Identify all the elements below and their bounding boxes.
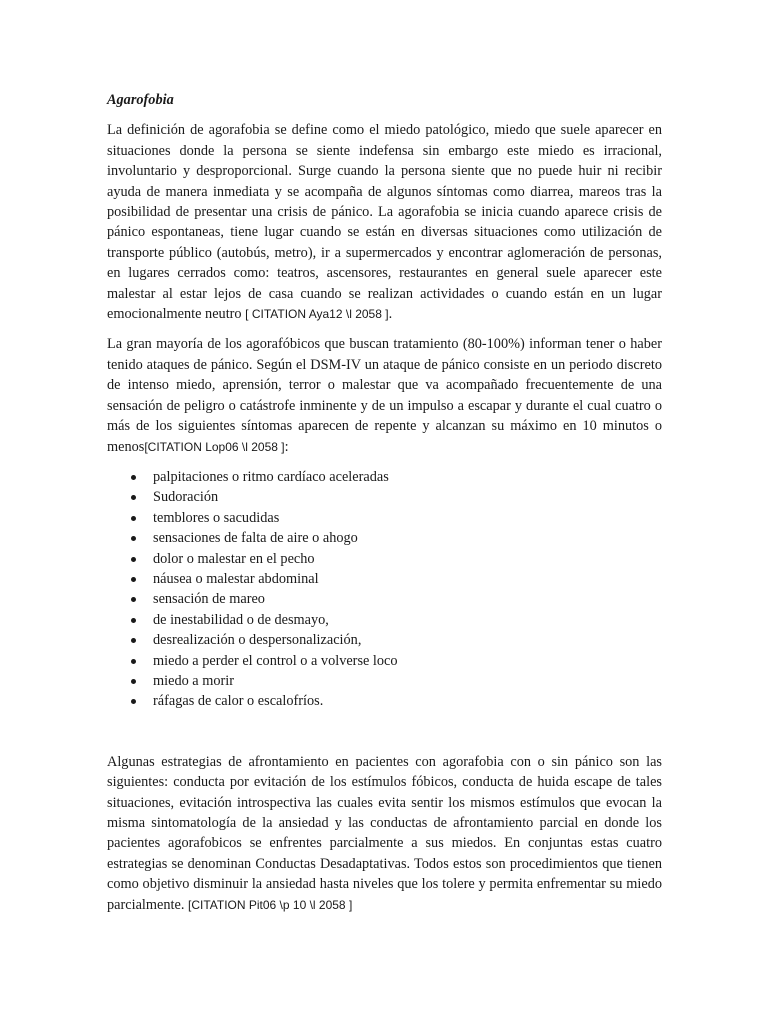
paragraph-tail: :: [284, 438, 289, 455]
list-item: temblores o sacudidas: [131, 508, 662, 528]
bullet-icon: [131, 516, 136, 521]
bullet-icon: [131, 577, 136, 582]
list-item: sensaciones de falta de aire o ahogo: [131, 528, 662, 548]
bullet-icon: [131, 618, 136, 623]
bullet-icon: [131, 638, 136, 643]
symptom-list: [107, 467, 662, 712]
bullet-icon: [131, 659, 136, 664]
bullet-icon: [131, 597, 136, 602]
list-item: Sudoración: [131, 487, 662, 507]
bullet-icon: [131, 475, 136, 480]
bullet-icon: [131, 557, 136, 562]
bullet-icon: [131, 699, 136, 704]
citation-field: [CITATION Pit06 \p 10 \l 2058 ]: [187, 897, 353, 912]
list-item: sensación de mareo: [131, 589, 662, 609]
bullet-icon: [131, 679, 136, 684]
document-page: [107, 90, 662, 925]
paragraph-text: Algunas estrategias de afrontamiento en pacientes con agorafobia con o sin pánico son las siguientes: conducta por evitación de los estímulos fóbicos, conducta de huida escape de tales situaciones, evitación introspectiva las cuales evita sentir los mismos estímulos que evocan la misma sintomatología de la ansiedad y las conductas de afrontamiento parcial en donde los pacientes agorafobicos se enfrentes parcialmente a sus miedos. En conjuntas estas cuatro estrategias se denominan Conductas Desadaptativas. Todos estos son procedimientos que tienen como objetivo disminuir la ansiedad hasta niveles que los tolere y permita enfrementar su miedo parcialmente.: [107, 753, 662, 913]
list-item: miedo a perder el control o a volverse loco: [131, 651, 662, 671]
list-item: desrealización o despersonalización,: [131, 630, 662, 650]
list-item: ráfagas de calor o escalofríos.: [131, 691, 662, 711]
document-title: Agarofobia: [107, 92, 174, 108]
list-item: de inestabilidad o de desmayo,: [131, 610, 662, 630]
paragraph-tail: .: [388, 306, 393, 323]
paragraph-definition: [107, 120, 662, 324]
list-item: dolor o malestar en el pecho: [131, 549, 662, 569]
paragraph-panic-attacks: [107, 334, 662, 456]
citation-field: [ CITATION Aya12 \l 2058 ]: [245, 307, 389, 322]
paragraph-text: La gran mayoría de los agorafóbicos que buscan tratamiento (80-100%) informan tener o haber tenido ataques de pánico. Según el DSM-IV un ataque de pánico consiste en un periodo discreto de intenso miedo, aprensión, terror o malestar que va acompañado frecuentemente de una sensación de peligro o catástrofe inminente y de un impulso a escapar y durante el cual cuatro o más de los siguientes síntomas aparecen de repente y alcanzan su máximo en 10 minutos o menos: [107, 336, 662, 455]
paragraph-coping-strategies: [107, 752, 662, 915]
list-item: náusea o malestar abdominal: [131, 569, 662, 589]
bullet-icon: [131, 495, 136, 500]
list-item: miedo a morir: [131, 671, 662, 691]
list-item: palpitaciones o ritmo cardíaco aceleradas: [131, 467, 662, 487]
paragraph-text: La definición de agorafobia se define como el miedo patológico, miedo que suele aparecer en situaciones donde la persona se siente indefensa sin embargo este miedo es irracional, involuntario y desproporcional. Surge cuando la persona siente que no puede huir ni recibir ayuda de manera inmediata y se acompaña de algunos síntomas como diarrea, mareos tras la posibilidad de presentar una crisis de pánico. La agorafobia se inicia cuando aparece crisis de pánico espontaneas, tiene lugar cuando se están en diversas situaciones como utilización de transporte público (autobús, metro), ir a supermercados y encontrar aglomeración de personas, en lugares cerrados como: teatros, ascensores, restaurantes en general suele aparecer este malestar al estar lejos de casa cuando se realizan actividades o cuando están en un lugar emocionalmente neutro: [107, 122, 662, 323]
citation-field: [CITATION Lop06 \l 2058 ]: [144, 439, 285, 454]
bullet-icon: [131, 536, 136, 541]
